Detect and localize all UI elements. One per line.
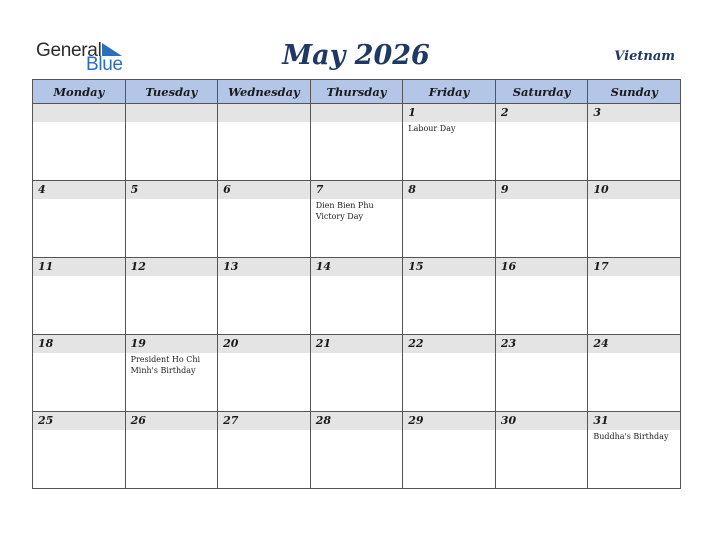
day-number: 15: [403, 258, 495, 276]
holiday-label: [126, 122, 218, 123]
day-number: 13: [218, 258, 310, 276]
day-cell: [403, 258, 496, 335]
day-number: 20: [218, 335, 310, 353]
day-number: 9: [496, 181, 588, 199]
holiday-label: Buddha's Birthday: [593, 432, 669, 441]
day-number: 14: [311, 258, 403, 276]
day-cell: [588, 412, 681, 489]
holiday-label: Dien Bien Phu Victory Day: [315, 201, 374, 221]
day-cell: [218, 412, 311, 489]
day-cell: [218, 181, 311, 258]
day-number: 25: [33, 412, 125, 430]
holiday-label: [218, 199, 310, 200]
day-cell: [125, 335, 218, 412]
day-cell: [588, 335, 681, 412]
day-number: 1: [403, 104, 495, 122]
day-cell: [495, 258, 588, 335]
holiday-label: [218, 276, 310, 277]
holiday-label: [218, 122, 310, 123]
holiday-label: [496, 353, 588, 354]
logo-general-text: General: [36, 40, 102, 61]
holiday-label: [588, 199, 680, 200]
day-cell: [588, 104, 681, 181]
week-row: [33, 104, 681, 181]
day-cell: [33, 335, 126, 412]
day-number: 28: [311, 412, 403, 430]
day-number: 17: [588, 258, 680, 276]
holiday-label: [311, 122, 403, 123]
day-number: 2: [496, 104, 588, 122]
weekday-header: Sunday: [588, 80, 681, 104]
day-cell: [310, 335, 403, 412]
day-cell: [218, 104, 311, 181]
holiday-label: [218, 430, 310, 431]
day-cell: [33, 104, 126, 181]
day-cell: [310, 104, 403, 181]
day-number: 6: [218, 181, 310, 199]
holiday-label: [588, 276, 680, 277]
weekday-header: Saturday: [495, 80, 588, 104]
day-cell: [403, 335, 496, 412]
week-row: [33, 412, 681, 489]
day-cell: [218, 258, 311, 335]
day-cell: [403, 412, 496, 489]
holiday-label: [496, 199, 588, 200]
weekday-header: Thursday: [310, 80, 403, 104]
day-cell: [33, 412, 126, 489]
day-cell: [403, 104, 496, 181]
day-number: 4: [33, 181, 125, 199]
day-number: 24: [588, 335, 680, 353]
weekday-header: Friday: [403, 80, 496, 104]
holiday-label: [403, 430, 495, 431]
calendar-title: May 2026: [282, 40, 430, 71]
holiday-label: [218, 353, 310, 354]
day-number: 26: [126, 412, 218, 430]
day-number: 11: [33, 258, 125, 276]
day-number: [311, 104, 403, 122]
holiday-label: [33, 276, 125, 277]
day-number: 5: [126, 181, 218, 199]
week-row: [33, 258, 681, 335]
holiday-label: [126, 276, 218, 277]
day-number: [126, 104, 218, 122]
day-cell: [495, 181, 588, 258]
day-number: 7: [311, 181, 403, 199]
day-cell: [218, 335, 311, 412]
day-cell: [495, 412, 588, 489]
day-cell: [310, 181, 403, 258]
weekday-header: Monday: [33, 80, 126, 104]
holiday-label: [588, 122, 680, 123]
holiday-label: [33, 430, 125, 431]
holiday-label: [403, 353, 495, 354]
country-name: Vietnam: [614, 49, 675, 64]
holiday-label: [403, 276, 495, 277]
day-cell: [495, 335, 588, 412]
weekday-header-row: [33, 80, 681, 104]
calendar-grid: [32, 79, 681, 489]
holiday-label: [311, 353, 403, 354]
holiday-label: [311, 276, 403, 277]
holiday-label: Labour Day: [408, 124, 456, 133]
day-cell: [125, 258, 218, 335]
day-cell: [588, 258, 681, 335]
holiday-label: [496, 276, 588, 277]
weekday-header: Tuesday: [125, 80, 218, 104]
day-number: 31: [588, 412, 680, 430]
day-cell: [125, 104, 218, 181]
day-cell: [125, 412, 218, 489]
day-cell: [310, 412, 403, 489]
day-number: 22: [403, 335, 495, 353]
day-number: 3: [588, 104, 680, 122]
week-row: [33, 335, 681, 412]
day-number: 19: [126, 335, 218, 353]
day-cell: [33, 181, 126, 258]
day-number: 30: [496, 412, 588, 430]
day-cell: [310, 258, 403, 335]
holiday-label: [496, 122, 588, 123]
day-cell: [588, 181, 681, 258]
day-number: 27: [218, 412, 310, 430]
holiday-label: President Ho Chi Minh's Birthday: [130, 355, 201, 375]
holiday-label: [126, 199, 218, 200]
weekday-header: Wednesday: [218, 80, 311, 104]
day-cell: [403, 181, 496, 258]
holiday-label: [403, 199, 495, 200]
holiday-label: [588, 353, 680, 354]
day-number: [33, 104, 125, 122]
day-number: 29: [403, 412, 495, 430]
day-number: 23: [496, 335, 588, 353]
day-cell: [495, 104, 588, 181]
day-number: 21: [311, 335, 403, 353]
day-cell: [125, 181, 218, 258]
day-number: 8: [403, 181, 495, 199]
holiday-label: [33, 353, 125, 354]
day-number: 16: [496, 258, 588, 276]
day-number: 12: [126, 258, 218, 276]
week-row: [33, 181, 681, 258]
day-number: [218, 104, 310, 122]
day-cell: [33, 258, 126, 335]
holiday-label: [496, 430, 588, 431]
holiday-label: [126, 430, 218, 431]
holiday-label: [33, 122, 125, 123]
logo-blue-text: Blue: [86, 54, 123, 75]
holiday-label: [33, 199, 125, 200]
holiday-label: [311, 430, 403, 431]
day-number: 10: [588, 181, 680, 199]
day-number: 18: [33, 335, 125, 353]
